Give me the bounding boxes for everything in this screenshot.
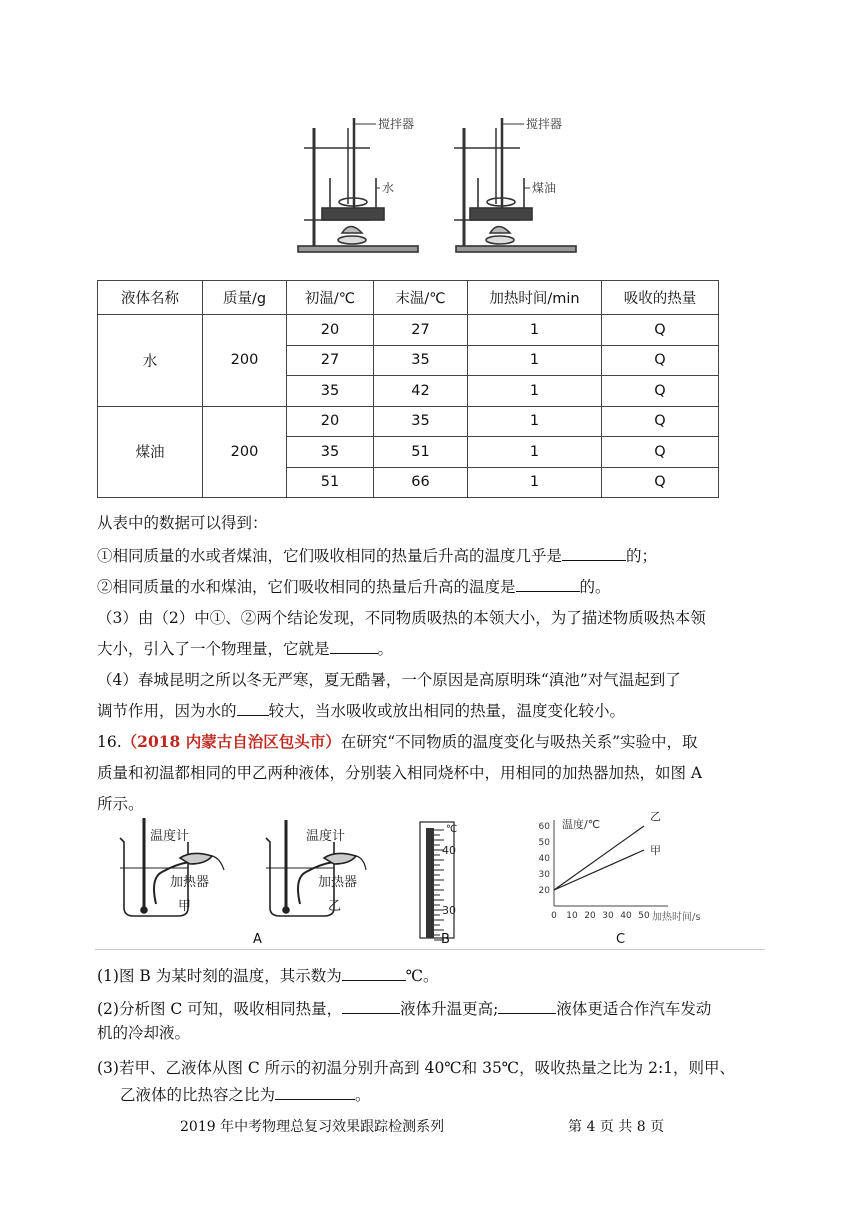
stirrer-label-left: 搅拌器	[378, 117, 415, 131]
question-source: （2018 内蒙古自治区包头市）	[121, 732, 341, 751]
tick-label-40: 40	[442, 844, 456, 857]
question-3-line1: （3）由（2）中①、②两个结论发现，不同物质吸热的本领大小，为了描述物质吸热本领	[97, 609, 706, 627]
table-cell: Q	[602, 345, 719, 376]
answer-blank[interactable]	[237, 701, 269, 716]
y-tick-label: 50	[538, 838, 550, 848]
heater-label-a1: 加热器	[170, 875, 210, 890]
table-row	[98, 315, 719, 346]
figure-label-c: C	[616, 932, 626, 947]
table-cell: 42	[374, 376, 468, 407]
table-cell: 20	[287, 406, 374, 437]
table-cell: 66	[374, 467, 468, 498]
answer-blank[interactable]	[330, 639, 378, 654]
question-16-line1: 16.（2018 内蒙古自治区包头市）在研究“不同物质的温度变化与吸热关系”实验中，取	[97, 732, 698, 751]
kerosene-label: 煤油	[532, 181, 557, 195]
page-number: 第 4 页 共 8 页	[568, 1119, 665, 1135]
table-cell: 35	[374, 345, 468, 376]
x-tick-label: 0	[551, 911, 557, 921]
table-cell: 1	[468, 345, 602, 376]
table-cell: 1	[468, 315, 602, 346]
heater-label-a2: 加热器	[318, 875, 358, 890]
header-final-temp: 末温/℃	[374, 281, 468, 315]
table-header-row	[98, 281, 719, 315]
apparatus-figure	[290, 108, 610, 258]
table-cell: Q	[602, 376, 719, 407]
sub-question-3-line2: 乙液体的比热容之比为 。	[120, 1086, 371, 1104]
series-label: 乙	[650, 810, 661, 823]
x-tick-label: 10	[566, 911, 578, 921]
series-line-1	[554, 826, 644, 890]
answer-blank[interactable]	[498, 999, 556, 1014]
table-cell: 35	[287, 376, 374, 407]
question-3-line2: 大小，引入了一个物理量，它就是 。	[97, 640, 394, 658]
x-tick-label: 20	[584, 911, 596, 921]
sub-question-1: (1)图 B 为某时刻的温度，其示数为 ℃。	[97, 967, 439, 985]
conclusion-1: ①相同质量的水或者煤油，它们吸收相同的热量后升高的温度几乎是 的；	[97, 547, 658, 565]
y-axis-label: 温度/℃	[562, 818, 601, 831]
x-tick-label: 40	[620, 911, 632, 921]
liquid-label-yi: 乙	[328, 899, 342, 914]
table-cell: 51	[374, 437, 468, 468]
experiment-table	[97, 280, 719, 498]
sub-question-2-line1: (2)分析图 C 可知，吸收相同热量， 液体升温更高; 液体更适合作汽车发动	[97, 1000, 712, 1018]
table-cell: Q	[602, 315, 719, 346]
series-label: 甲	[650, 844, 661, 857]
liquid-name-cell: 水	[98, 315, 203, 407]
header-liquid: 液体名称	[98, 281, 203, 315]
table-cell: 27	[374, 315, 468, 346]
liquid-name-cell: 煤油	[98, 406, 203, 498]
table-cell: 1	[468, 376, 602, 407]
y-tick-label: 30	[538, 870, 550, 880]
answer-blank[interactable]	[342, 966, 406, 981]
answer-blank[interactable]	[342, 999, 400, 1014]
series-line-2	[554, 850, 644, 890]
divider	[95, 949, 765, 950]
table-cell: Q	[602, 437, 719, 468]
tick-label-30: 30	[442, 904, 456, 917]
table-cell: 20	[287, 315, 374, 346]
table-cell: Q	[602, 406, 719, 437]
liquid-label-jia: 甲	[178, 899, 192, 914]
question-16-line3: 所示。	[97, 795, 144, 813]
water-apparatus	[298, 118, 418, 252]
figure-label-a: A	[253, 932, 262, 947]
x-axis-label: 加热时间/s	[652, 912, 701, 923]
table-row	[98, 406, 719, 437]
header-mass: 质量/g	[203, 281, 287, 315]
thermometer-label-a1: 温度计	[150, 829, 190, 844]
y-tick-label: 40	[538, 854, 550, 864]
header-initial-temp: 初温/℃	[287, 281, 374, 315]
y-tick-label: 60	[538, 822, 550, 832]
table-cell: Q	[602, 467, 719, 498]
x-tick-label: 30	[602, 911, 614, 921]
table-cell: 51	[287, 467, 374, 498]
table-cell: 1	[468, 467, 602, 498]
table-cell: 35	[287, 437, 374, 468]
conclusion-intro: 从表中的数据可以得到：	[97, 514, 268, 532]
water-label: 水	[382, 181, 395, 195]
temperature-time-chart	[539, 810, 701, 923]
thermometer-unit: ℃	[446, 824, 458, 835]
table-cell: 35	[374, 406, 468, 437]
figure-label-b: B	[441, 932, 450, 947]
question-16-line2: 质量和初温都相同的甲乙两种液体，分别装入相同烧杯中，用相同的加热器加热，如图 A	[97, 764, 703, 782]
kerosene-apparatus	[454, 118, 576, 252]
stirrer-label-right: 搅拌器	[526, 117, 563, 131]
answer-blank[interactable]	[275, 1085, 355, 1100]
answer-blank[interactable]	[562, 546, 626, 561]
table-cell: 27	[287, 345, 374, 376]
x-tick-label: 50	[638, 911, 650, 921]
sub-question-3-line1: (3)若甲、乙液体从图 C 所示的初温分别升高到 40℃和 35℃，吸收热量之比为 2:1，则甲、	[97, 1059, 736, 1077]
mass-cell: 200	[203, 315, 287, 407]
thermometer-label-a2: 温度计	[306, 829, 346, 844]
figure-abc	[120, 810, 760, 948]
y-tick-label: 20	[538, 886, 550, 896]
table-cell: 1	[468, 406, 602, 437]
conclusion-2: ②相同质量的水和煤油，它们吸收相同的热量后升高的温度是 的。	[97, 578, 611, 596]
header-heat-time: 加热时间/min	[468, 281, 602, 315]
answer-blank[interactable]	[516, 577, 580, 592]
footer-title: 2019 年中考物理总复习效果跟踪检测系列	[180, 1119, 445, 1135]
header-heat-absorbed: 吸收的热量	[602, 281, 719, 315]
sub-question-2-line2: 机的冷却液。	[97, 1024, 191, 1042]
question-4-line2: 调节作用，因为水的 较大，当水吸收或放出相同的热量，温度变化较小。	[97, 702, 626, 720]
question-4-line1: （4）春城昆明之所以冬无严寒，夏无酷暑，一个原因是高原明珠“滇池”对气温起到了	[97, 671, 681, 689]
table-cell: 1	[468, 437, 602, 468]
mass-cell: 200	[203, 406, 287, 498]
